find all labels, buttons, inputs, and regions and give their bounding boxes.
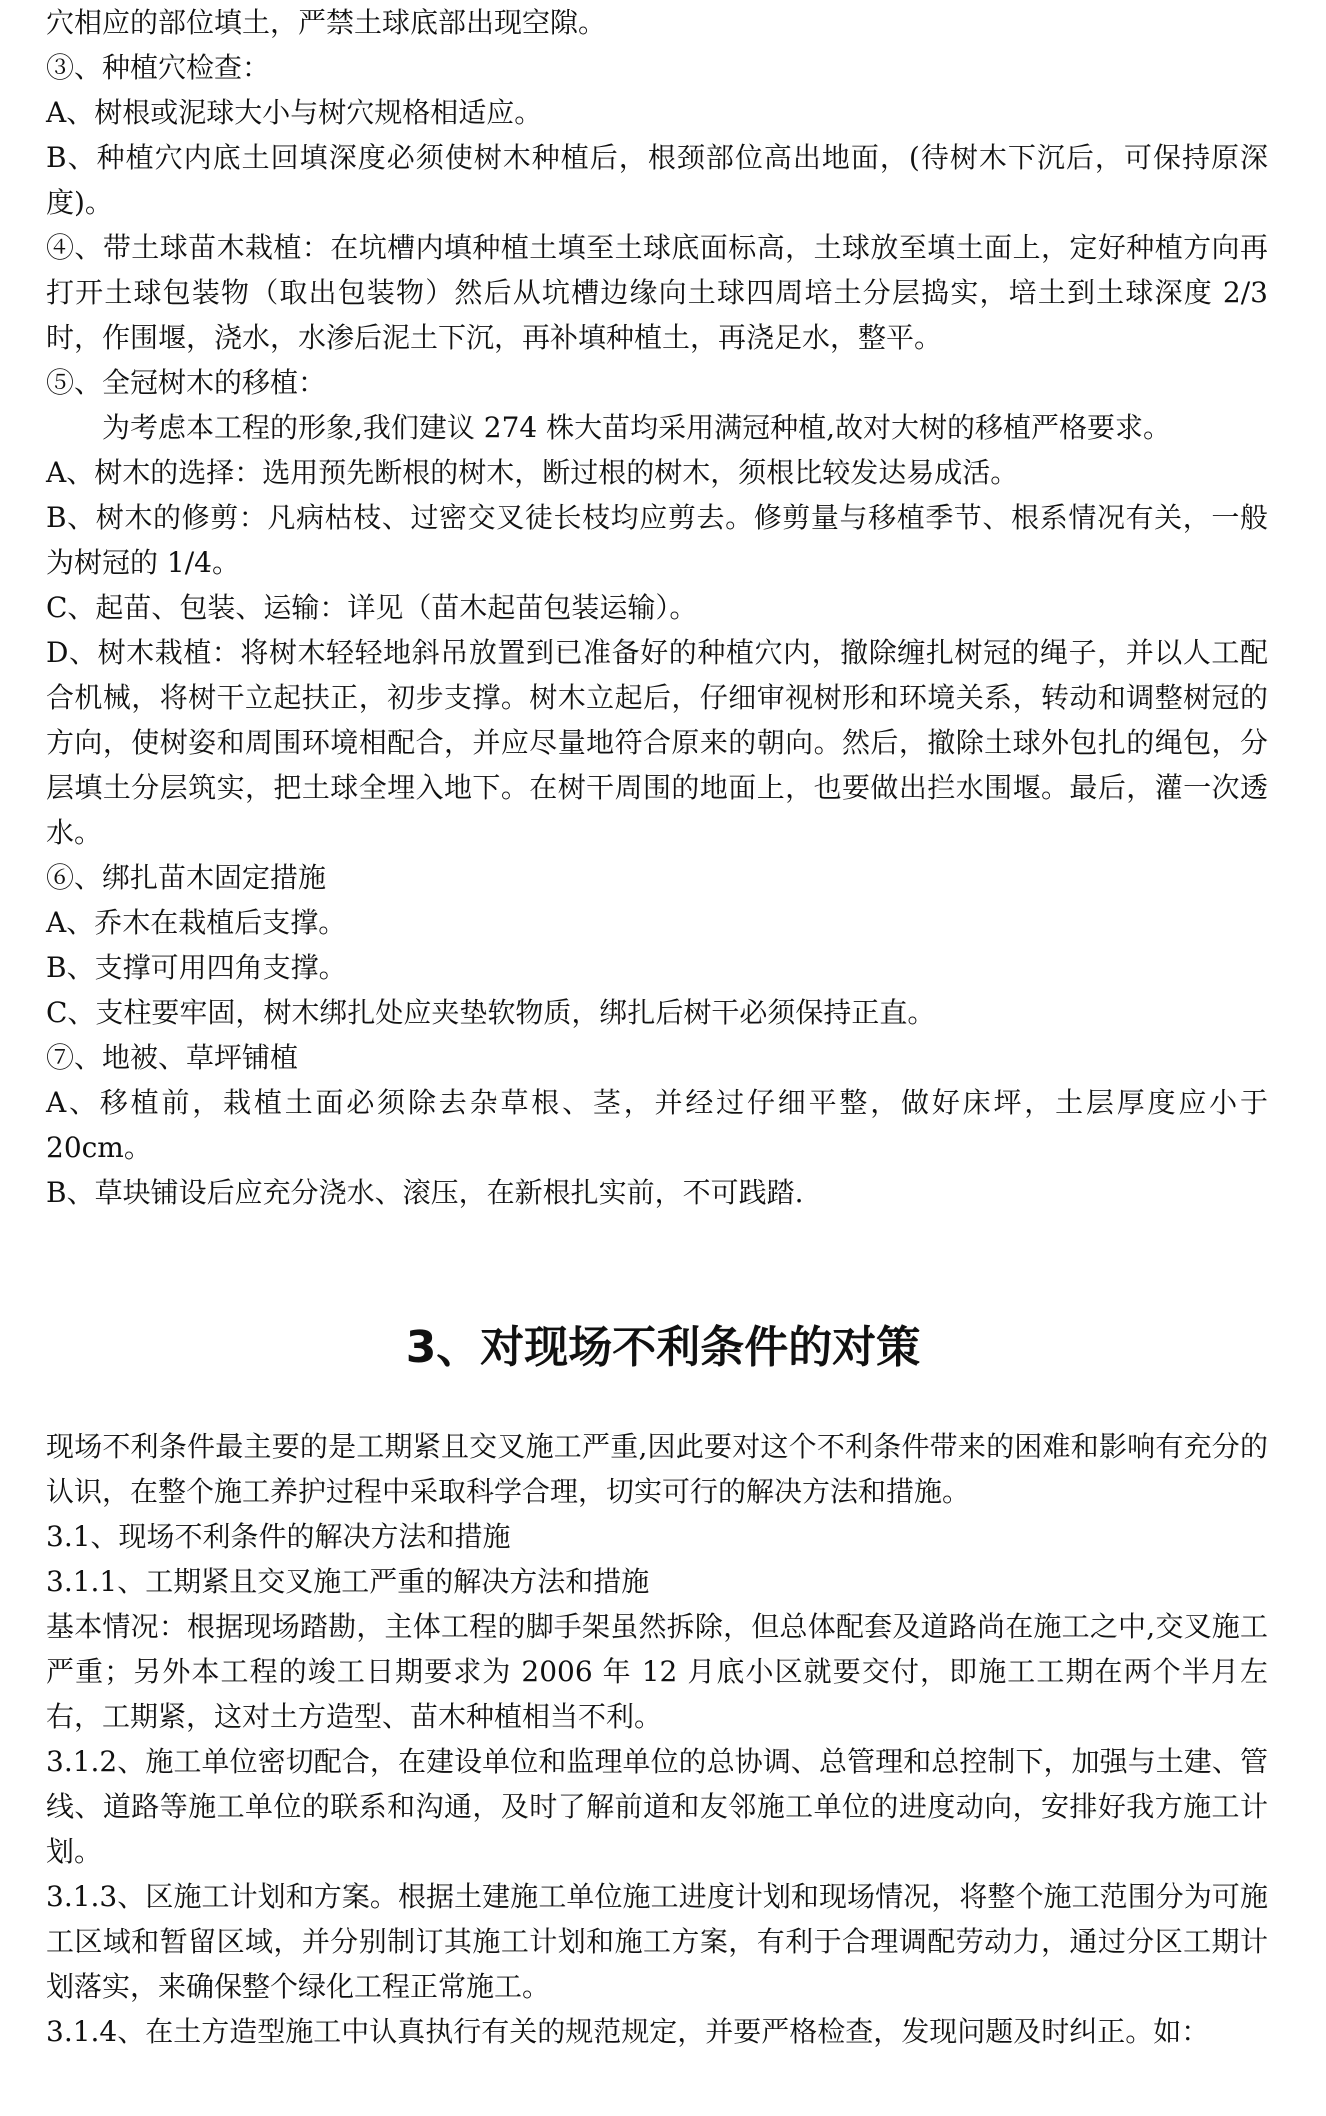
paragraph: C、支柱要牢固，树木绑扎处应夹垫软物质，绑扎后树干必须保持正直。 — [46, 996, 936, 1029]
paragraph: B、支撑可用四角支撑。 — [46, 951, 347, 984]
paragraph: 3.1.1、工期紧且交叉施工严重的解决方法和措施 — [46, 1565, 650, 1598]
paragraph: ⑥、绑扎苗木固定措施 — [46, 861, 327, 894]
section-countermeasures-text — [0, 1424, 1326, 2054]
paragraph: B、树木的修剪：凡病枯枝、过密交叉徒长枝均应剪去。修剪量与移植季节、根系情况有关，一般为树冠的 1/4。 — [46, 501, 1268, 579]
paragraph: ③、种植穴检查： — [46, 51, 271, 84]
paragraph: B、草块铺设后应充分浇水、滚压，在新根扎实前，不可践踏. — [46, 1176, 804, 1209]
paragraph: ⑦、地被、草坪铺植 — [46, 1041, 299, 1074]
paragraph: 3.1、现场不利条件的解决方法和措施 — [46, 1520, 511, 1553]
paragraph: 3.1.3、区施工计划和方案。根据土建施工单位施工进度计划和现场情况，将整个施工范围分为可施工区域和暂留区域，并分别制订其施工计划和施工方案，有利于合理调配劳动力，通过分区工期计划落实，来确保整个绿化工程正常施工。 — [46, 1880, 1268, 2003]
paragraph: C、起苗、包装、运输：详见（苗木起苗包装运输）。 — [46, 591, 698, 624]
paragraph: ④、带土球苗木栽植：在坑槽内填种植土填至土球底面标高，土球放至填土面上，定好种植方向再打开土球包装物（取出包装物）然后从坑槽边缘向土球四周培土分层捣实，培土到土球深度 2/3 时，作围堰，浇水，水渗后泥土下沉，再补填种植土，再浇足水，整平。 — [46, 231, 1268, 354]
paragraph: 基本情况：根据现场踏勘，主体工程的脚手架虽然拆除，但总体配套及道路尚在施工之中,交叉施工严重；另外本工程的竣工日期要求为 2006 年 12 月底小区就要交付，即施工工期在两个半月左右，工期紧，这对土方造型、苗木种植相当不利。 — [46, 1610, 1268, 1733]
paragraph: 为考虑本工程的形象,我们建议 274 株大苗均采用满冠种植,故对大树的移植严格要求。 — [102, 411, 1172, 444]
paragraph: A、乔木在栽植后支撑。 — [46, 906, 347, 939]
paragraph: ⑤、全冠树木的移植： — [46, 366, 327, 399]
section-heading: 3、对现场不利条件的对策 — [405, 1322, 921, 1373]
paragraph: 现场不利条件最主要的是工期紧且交叉施工严重,因此要对这个不利条件带来的困难和影响有充分的认识，在整个施工养护过程中采取科学合理，切实可行的解决方法和措施。 — [46, 1430, 1268, 1508]
paragraph: 穴相应的部位填土，严禁土球底部出现空隙。 — [46, 6, 607, 39]
paragraph: D、树木栽植：将树木轻轻地斜吊放置到已准备好的种植穴内，撤除缠扎树冠的绳子，并以人工配合机械，将树干立起扶正，初步支撑。树木立起后，仔细审视树形和环境关系，转动和调整树冠的方向，使树姿和周围环境相配合，并应尽量地符合原来的朝向。然后，撤除土球外包扎的绳包，分层填土分层筑实，把土球全埋入地下。在树干周围的地面上，也要做出拦水围堰。最后，灌一次透水。 — [46, 636, 1268, 849]
paragraph: A、树根或泥球大小与树穴规格相适应。 — [46, 96, 543, 129]
paragraph: B、种植穴内底土回填深度必须使树木种植后，根颈部位高出地面，(待树木下沉后，可保持原深度)。 — [46, 141, 1268, 219]
paragraph: A、树木的选择：选用预先断根的树木，断过根的树木，须根比较发达易成活。 — [46, 456, 1019, 489]
paragraph: 3.1.2、施工单位密切配合，在建设单位和监理单位的总协调、总管理和总控制下，加强与土建、管线、道路等施工单位的联系和沟通，及时了解前道和友邻施工单位的进度动向，安排好我方施工计划。 — [46, 1745, 1268, 1868]
paragraph: 3.1.4、在土方造型施工中认真执行有关的规范规定，并要严格检查，发现问题及时纠正。如： — [46, 2015, 1210, 2048]
paragraph: A、移植前，栽植土面必须除去杂草根、茎，并经过仔细平整，做好床坪，土层厚度应小于 20cm。 — [46, 1086, 1268, 1164]
